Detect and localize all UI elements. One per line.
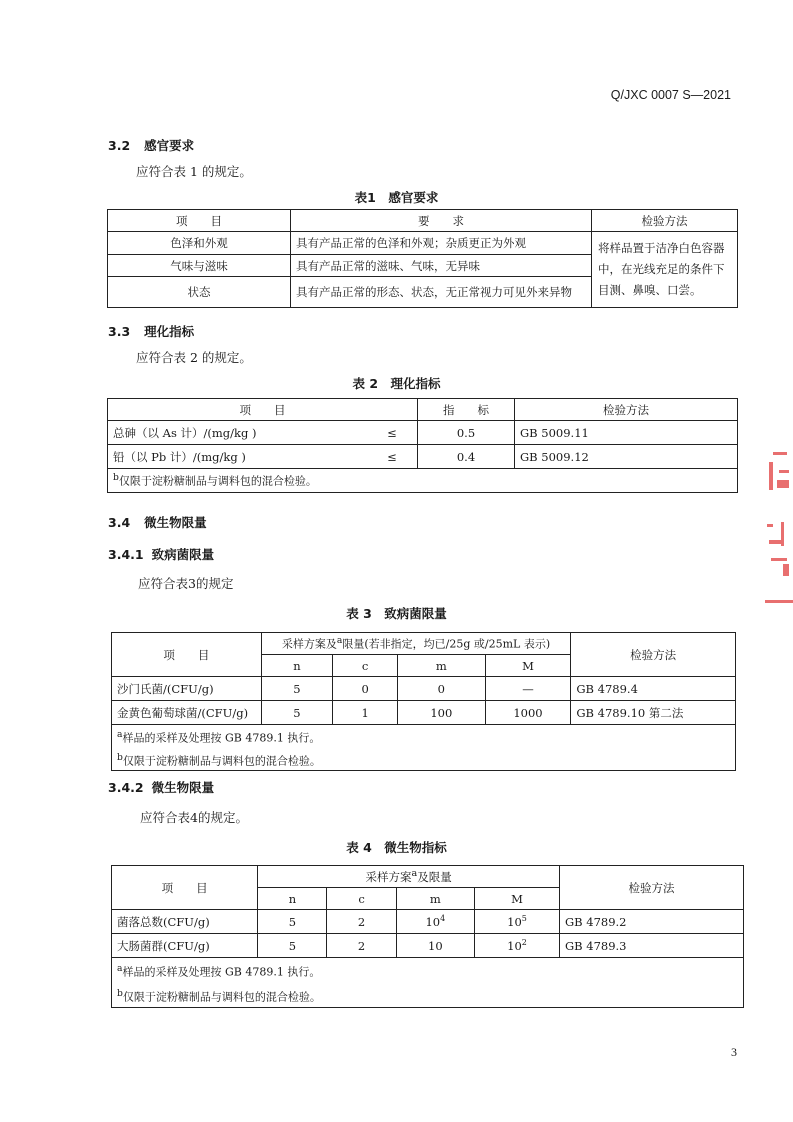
table-note-row: [108, 469, 738, 493]
table-header-row: [112, 866, 744, 888]
header-cell: 检验方法: [559, 866, 743, 910]
table-cell: $10^4$: [396, 910, 474, 934]
table-row: [108, 232, 738, 255]
table-cell: 0: [398, 677, 486, 701]
table-note-row: [112, 725, 736, 771]
table-cell: GB 4789.10 第二法: [571, 701, 736, 725]
table-cell: $10^2$: [475, 934, 560, 958]
document-code-header: Q/JXC 0007 S—2021: [610, 88, 731, 102]
table-cell: ≤: [367, 421, 418, 445]
note-mark: a: [117, 729, 123, 740]
section-3-4-2-text: 应符合表4的规定。: [140, 810, 248, 825]
table-cell: 2: [327, 934, 396, 958]
table-cell: 0.4: [418, 445, 515, 469]
method-cell: 将样品置于洁净白色容器中，在光线充足的条件下目测、鼻嗅、口尝。: [592, 232, 738, 308]
section-title: 感官要求: [144, 138, 195, 153]
header-cell: 采样方案及$^a$限量(若非指定，均已/25g 或/25mL 表示): [261, 633, 571, 655]
table-cell: 具有产品正常的色泽和外观；杂质更正为外观: [291, 232, 592, 255]
table-2-physicochemical: [107, 398, 738, 493]
table-cell: 状态: [108, 277, 291, 308]
table-cell: 具有产品正常的形态、状态，无正常视力可见外来异物: [291, 277, 592, 308]
header-cell: 项 目: [112, 866, 258, 910]
table-4-caption: 表 4 微生物指标: [346, 840, 447, 855]
table-cell: 2: [327, 910, 396, 934]
header-cell: 检验方法: [592, 210, 738, 232]
section-number: 3.4: [108, 515, 131, 530]
table-cell: 金黄色葡萄球菌/(CFU/g): [112, 701, 262, 725]
table-1-sensory: [107, 209, 738, 308]
table-cell: 铅（以 Pb 计）/(mg/kg ): [108, 445, 368, 469]
table-cell: 10: [396, 934, 474, 958]
table-3-pathogens: [111, 632, 736, 771]
table-1-caption: 表1 感官要求: [354, 190, 439, 205]
table-cell: 100: [398, 701, 486, 725]
header-cell: m: [398, 655, 486, 677]
table-cell: 5: [258, 910, 327, 934]
section-3-4-heading: [108, 513, 207, 531]
header-cell: M: [475, 888, 560, 910]
section-3-4-2-heading: [108, 778, 214, 796]
table-cell: 具有产品正常的滋味、气味，无异味: [291, 255, 592, 277]
section-title: 微生物限量: [151, 780, 215, 795]
header-cell: n: [258, 888, 327, 910]
table-cell: 菌落总数(CFU/g): [112, 910, 258, 934]
table-row: [112, 701, 736, 725]
section-3-3-text: 应符合表 2 的规定。: [136, 350, 252, 365]
table-cell: ≤: [367, 445, 418, 469]
table-cell: GB 4789.2: [559, 910, 743, 934]
table-note-row: [112, 958, 744, 1008]
section-3-3-heading: [108, 322, 194, 340]
header-cell: c: [327, 888, 396, 910]
table-header-row: [108, 399, 738, 421]
table-cell: 5: [261, 677, 333, 701]
table-cell: 1: [333, 701, 398, 725]
section-number: 3.4.2: [108, 780, 144, 795]
section-number: 3.2: [108, 138, 131, 153]
table-header-row: [108, 210, 738, 232]
table-cell: 5: [261, 701, 333, 725]
table-cell: GB 5009.11: [515, 421, 738, 445]
table-row: [108, 421, 738, 445]
table-cell: GB 4789.4: [571, 677, 736, 701]
table-2-caption: 表 2 理化指标: [352, 376, 441, 391]
table-cell: 大肠菌群(CFU/g): [112, 934, 258, 958]
header-cell: 要 求: [291, 210, 592, 232]
header-cell: 项 目: [108, 210, 291, 232]
table-cell: 5: [258, 934, 327, 958]
table-3-caption: 表 3 致病菌限量: [346, 606, 447, 621]
section-3-4-1-text: 应符合表3的规定: [138, 576, 234, 591]
table-note: $^a$样品的采样及处理按 GB 4789.1 执行。 $^b$仅限于淀粉糖制品与调料包的混合检验。: [112, 725, 736, 771]
section-3-2-text: 应符合表 1 的规定。: [136, 164, 252, 179]
note-mark: b: [113, 472, 119, 484]
table-row: [112, 677, 736, 701]
note-mark: a: [117, 963, 123, 974]
plan-mark: a: [411, 868, 418, 880]
table-cell: $10^5$: [475, 910, 560, 934]
seal-stamp-fragment: [763, 448, 793, 608]
header-cell: M: [485, 655, 571, 677]
plan-mark: a: [336, 635, 343, 647]
table-cell: 1000: [485, 701, 571, 725]
table-cell: 0.5: [418, 421, 515, 445]
table-cell: —: [485, 677, 571, 701]
header-cell: c: [333, 655, 398, 677]
header-cell: 采样方案$^a$及限量: [258, 866, 560, 888]
section-title: 致病菌限量: [151, 547, 215, 562]
section-3-2-heading: [108, 136, 194, 154]
table-header-row: [112, 633, 736, 655]
table-cell: 气味与滋味: [108, 255, 291, 277]
section-3-4-1-heading: [108, 545, 214, 563]
table-note: $^b$仅限于淀粉糖制品与调料包的混合检验。: [108, 469, 738, 493]
table-row: [108, 445, 738, 469]
header-cell: 检验方法: [515, 399, 738, 421]
header-cell: 项 目: [108, 399, 418, 421]
header-cell: 检验方法: [571, 633, 736, 677]
header-cell: 指 标: [418, 399, 515, 421]
table-cell: 色泽和外观: [108, 232, 291, 255]
table-cell: GB 4789.3: [559, 934, 743, 958]
note-mark: b: [117, 987, 123, 999]
header-cell: n: [261, 655, 333, 677]
page-number: 3: [731, 1045, 737, 1059]
note-mark: b: [117, 751, 123, 763]
header-cell: 项 目: [112, 633, 262, 677]
section-title: 微生物限量: [144, 515, 207, 530]
table-cell: 0: [333, 677, 398, 701]
table-row: [112, 934, 744, 958]
header-cell: m: [396, 888, 474, 910]
table-4-microbial: [111, 865, 744, 1008]
table-note: $^a$样品的采样及处理按 GB 4789.1 执行。 $^b$仅限于淀粉糖制品与调料包的混合检验。: [112, 958, 744, 1008]
table-cell: GB 5009.12: [515, 445, 738, 469]
section-number: 3.3: [108, 324, 131, 339]
section-number: 3.4.1: [108, 547, 144, 562]
table-cell: 总砷（以 As 计）/(mg/kg ): [108, 421, 368, 445]
table-cell: 沙门氏菌/(CFU/g): [112, 677, 262, 701]
section-title: 理化指标: [144, 324, 195, 339]
table-row: [112, 910, 744, 934]
